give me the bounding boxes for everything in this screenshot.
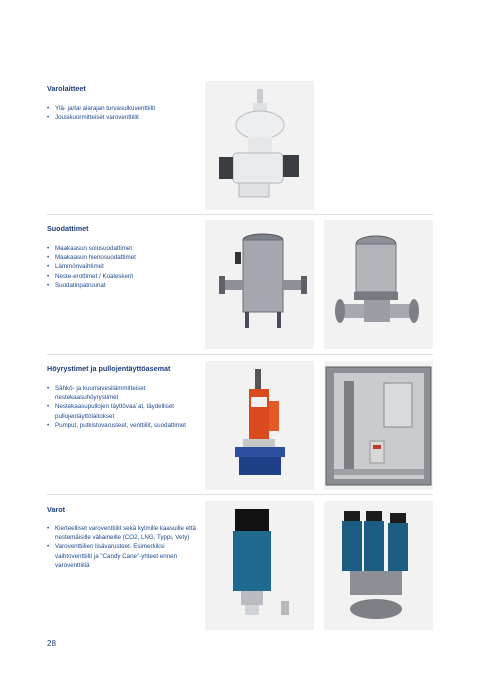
- section-title-varolaitteet: Varolaitteet: [47, 84, 86, 93]
- bullet-list-varot: [47, 524, 197, 570]
- list-item: • Jousikuormitteiset varoventtiilit: [47, 113, 197, 122]
- bullet-list-varolaitteet: [47, 104, 197, 122]
- section-divider: [47, 494, 433, 495]
- changeover-valve-image: [324, 501, 433, 630]
- page-number: 28: [47, 639, 56, 648]
- list-item: • Maakaasun hienosuodattimet: [47, 253, 197, 262]
- list-item: • Sähkö- ja kuumavesilämmitteiset nestekaasuhöyrystimet: [47, 384, 197, 402]
- list-item: • Lämmönvaihtimet: [47, 262, 197, 271]
- section-title-varot: Varot: [47, 505, 65, 514]
- section-divider: [47, 354, 433, 355]
- bullet-list-suodattimet: [47, 244, 197, 290]
- list-item: • Pumput, putkistovarusteet, venttiilit, suodattimet: [47, 421, 197, 430]
- section-divider: [47, 214, 433, 215]
- list-item: • Kierteelliset varoventtiilit sekä kylmille kaasuille että nestemäisille väliaineille (CO2, LNG, Typpi, Vety): [47, 524, 197, 542]
- gas-filter-image: [205, 220, 314, 349]
- list-item: • Ylä- ja/tai alarajan turvasulkuventtiilit: [47, 104, 197, 113]
- filter-housing-image: [324, 220, 433, 349]
- list-item: • Varoventtiilien lisävarusteet. Esimerkiksi vaihtoventtiilit ja "Candy Cane"-yhteet ennen varoventtiiliä: [47, 542, 197, 570]
- list-item: • Neste-erottimet / Koaleskerit: [47, 272, 197, 281]
- cylinder-filling-station-image: [205, 361, 314, 490]
- safety-valve-image: [205, 81, 314, 210]
- threaded-relief-valve-image: [205, 501, 314, 630]
- list-item: • Suodatinpatruunat: [47, 281, 197, 290]
- section-title-suodattimet: Suodattimet: [47, 224, 89, 233]
- list-item: • Nestekaasupullojen täyttövaa´at, täydelliset pullojentäyttölaitokset: [47, 402, 197, 420]
- section-title-hoyrystimet: Höyrystimet ja pullojentäyttöasemat: [47, 364, 171, 373]
- list-item: • Maakaasun solusuodattimet: [47, 244, 197, 253]
- bullet-list-hoyrystimet: [47, 384, 197, 430]
- vaporizer-cabinet-image: [324, 361, 433, 490]
